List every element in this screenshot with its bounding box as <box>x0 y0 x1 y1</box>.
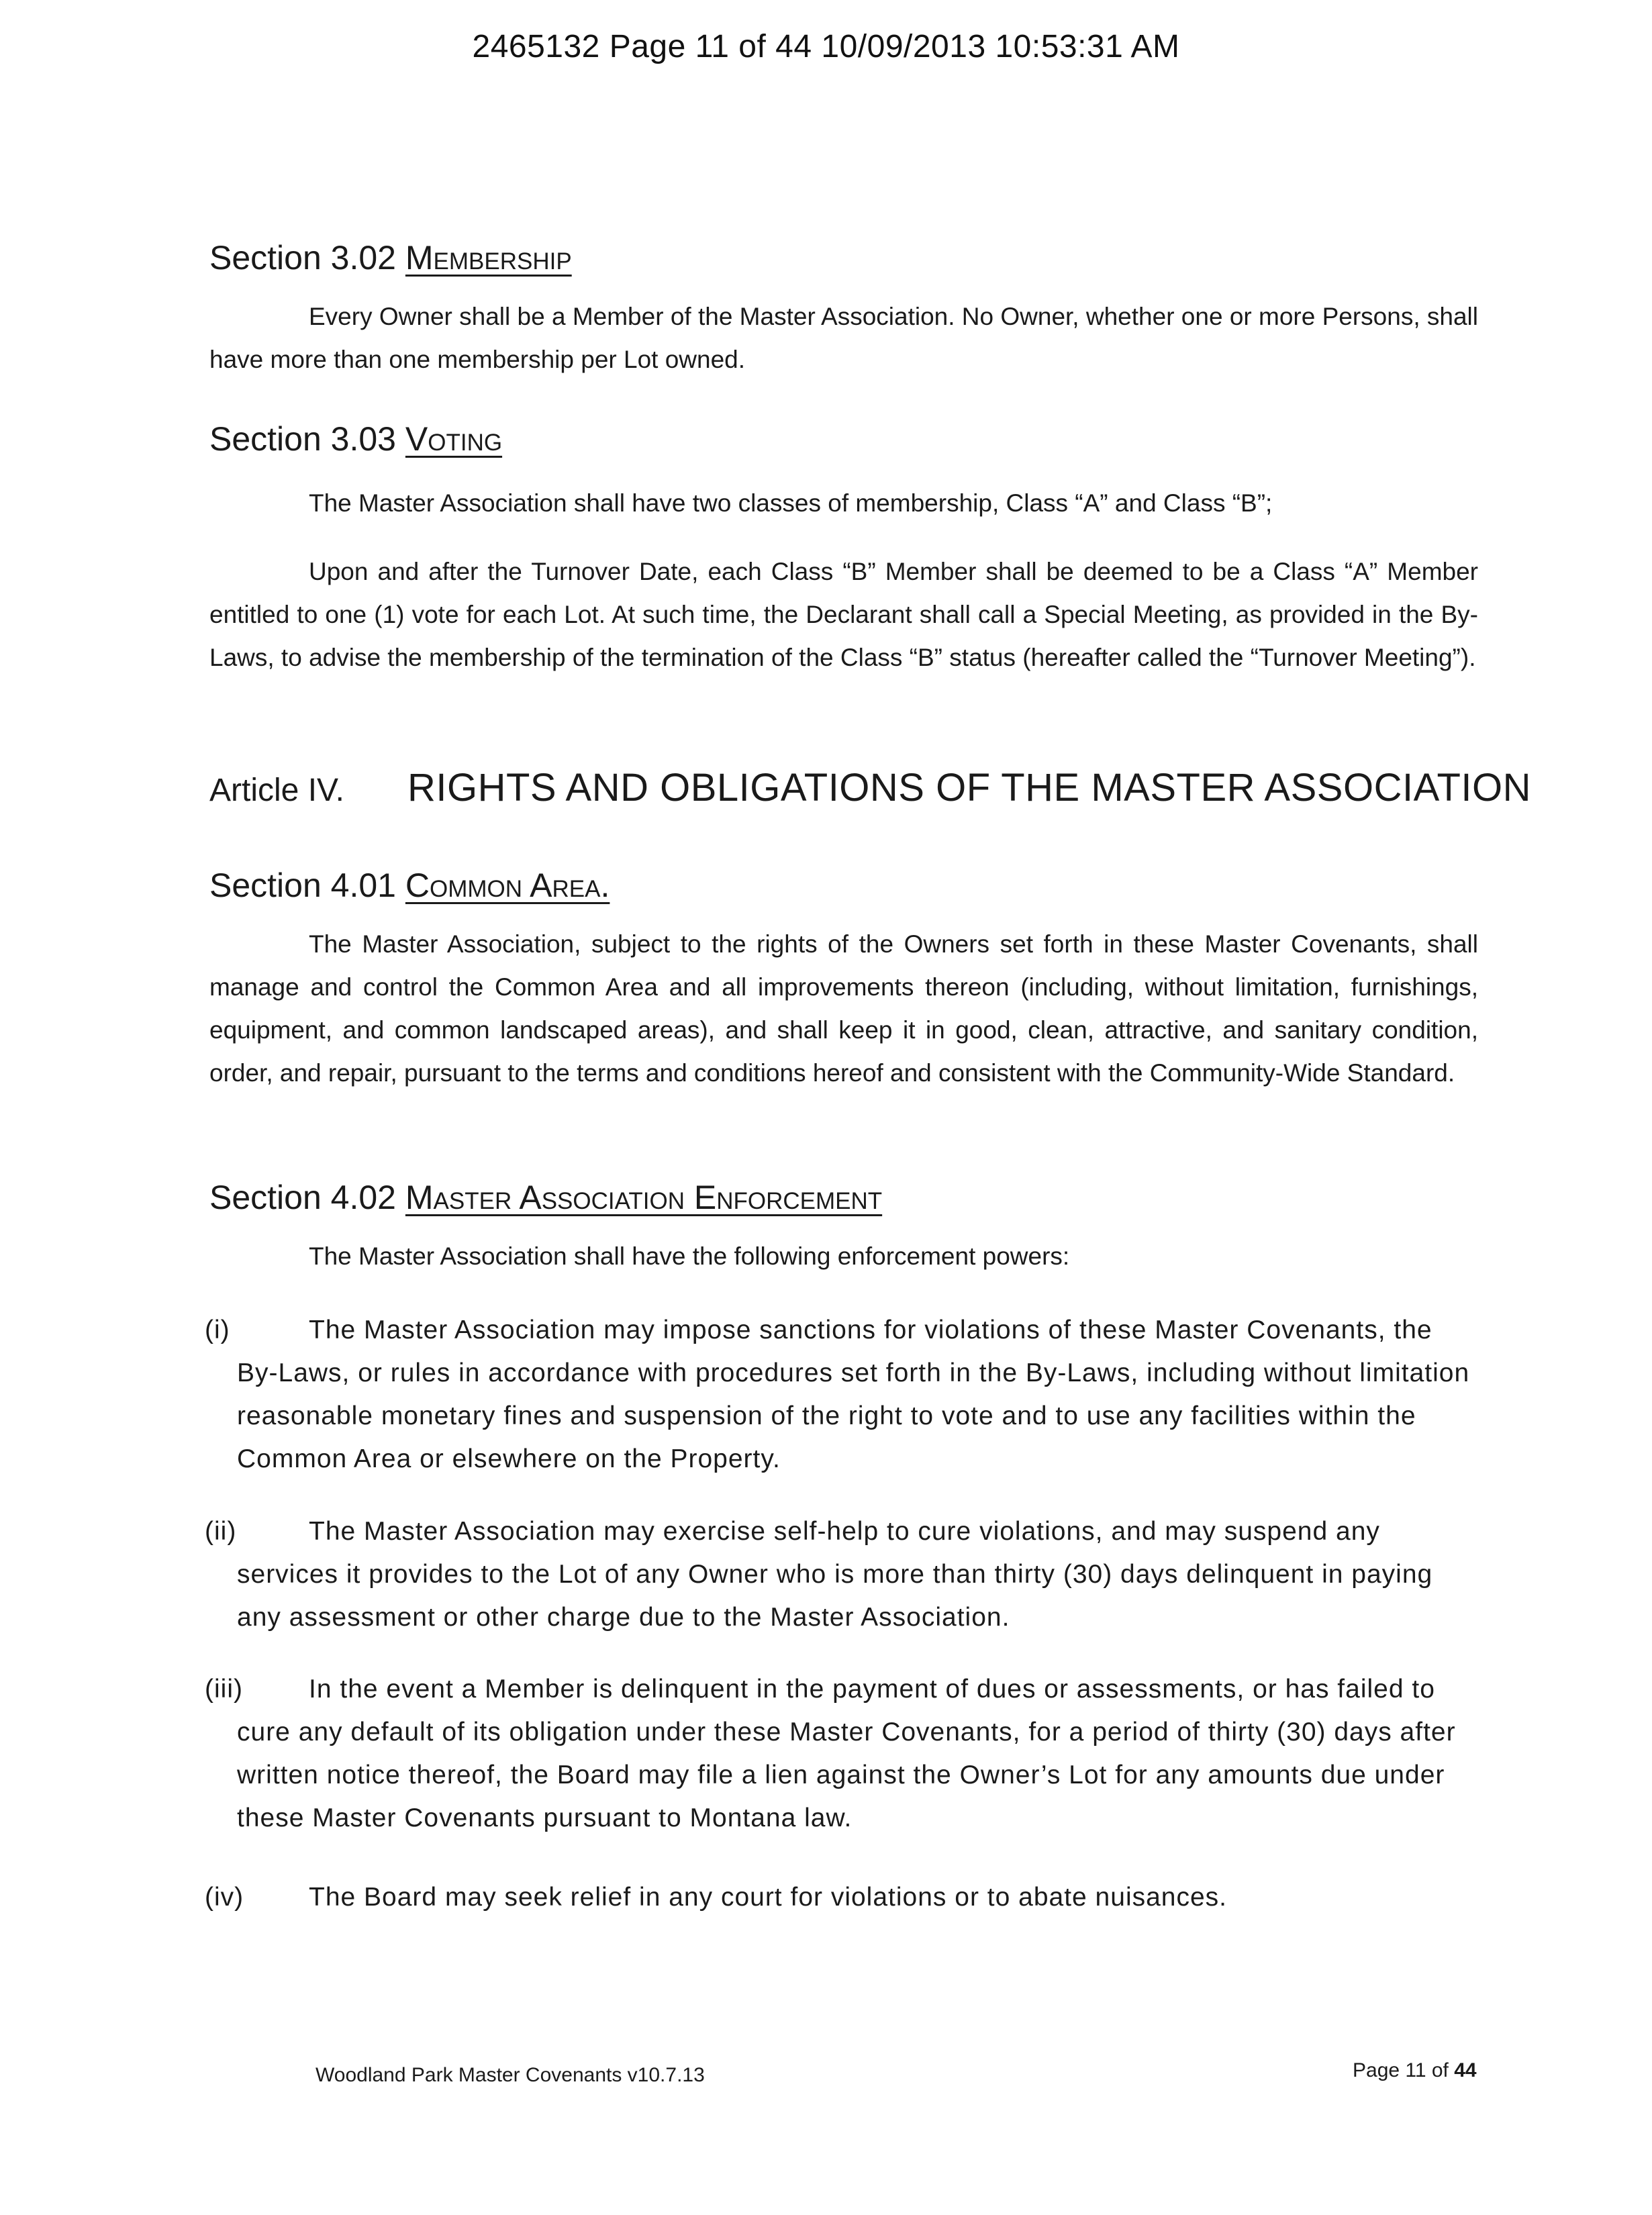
section-4-02-intro <box>209 1235 1478 1278</box>
recording-stamp: 2465132 Page 11 of 44 10/09/2013 10:53:31 AM <box>472 29 1180 64</box>
article-number: Article IV. <box>209 773 344 808</box>
section-4-01-heading <box>209 866 610 905</box>
section-number: Section 3.02 <box>209 239 396 277</box>
item-numeral: (iv) <box>205 1883 244 1912</box>
enforcement-item <box>205 1876 1480 1919</box>
article-title: RIGHTS AND OBLIGATIONS OF THE MASTER ASSOCIATION <box>407 766 1532 809</box>
section-3-02-paragraph <box>209 295 1478 381</box>
page-total: 44 <box>1454 2059 1477 2081</box>
section-title: Voting <box>405 420 503 458</box>
item-text: The Master Association may impose sanctions for violations of these Master Covenants, the By-Laws, or rules in accordance with procedures set forth in the By-Laws, including without limitation reasonable monetary fines and suspension of the right to vote and to use any facilities within the Common Area or elsewhere on the Property. <box>237 1316 1470 1473</box>
enforcement-item <box>205 1510 1480 1639</box>
paragraph-text: Upon and after the Turnover Date, each Class “B” Member shall be deemed to be a Class “A” Member entitled to one (1) vote for each Lot. At such time, the Declarant shall call a Special Meeting, as provided in the By-Laws, to advise the membership of the termination of the Class “B” status (hereafter called the “Turnover Meeting”). <box>209 558 1478 671</box>
footer-document-name: Woodland Park Master Covenants v10.7.13 <box>315 2064 705 2086</box>
section-number: Section 4.02 <box>209 1179 396 1216</box>
footer-page-number <box>1353 2059 1477 2082</box>
section-number: Section 3.03 <box>209 420 396 458</box>
section-4-01-paragraph <box>209 923 1478 1095</box>
paragraph-text: Every Owner shall be a Member of the Master Association. No Owner, whether one or more Persons, shall have more than one membership per Lot owned. <box>209 303 1478 373</box>
section-4-02-heading <box>209 1178 882 1217</box>
item-numeral: (i) <box>205 1316 230 1344</box>
section-3-03-paragraph-1 <box>209 482 1478 525</box>
item-numeral: (iii) <box>205 1675 243 1704</box>
section-3-03-paragraph-2 <box>209 550 1478 679</box>
paragraph-text: The Master Association shall have two classes of membership, Class “A” and Class “B”; <box>309 489 1273 517</box>
page-prefix: Page 11 of <box>1353 2059 1449 2081</box>
item-text: The Master Association may exercise self-help to cure violations, and may suspend any services it provides to the Lot of any Owner who is more than thirty (30) days delinquent in paying any assessment or other charge due to the Master Association. <box>237 1517 1433 1632</box>
section-3-02-heading <box>209 238 572 277</box>
section-title: Common Area. <box>405 867 610 904</box>
item-numeral: (ii) <box>205 1517 237 1546</box>
section-title: Membership <box>405 239 572 277</box>
section-number: Section 4.01 <box>209 867 396 904</box>
article-iv-heading <box>209 765 1531 810</box>
enforcement-item <box>205 1309 1480 1481</box>
paragraph-text: The Master Association, subject to the rights of the Owners set forth in these Master Covenants, shall manage and control the Common Area and all improvements thereon (including, without limitation, furnishings, equipment, and common landscaped areas), and shall keep it in good, clean, attractive, and sanitary condition, order, and repair, pursuant to the terms and conditions hereof and consistent with the Community-Wide Standard. <box>209 930 1478 1087</box>
section-3-03-heading <box>209 420 502 458</box>
item-text: In the event a Member is delinquent in the payment of dues or assessments, or has failed to cure any default of its obligation under these Master Covenants, for a period of thirty (30) days after written notice thereof, the Board may file a lien against the Owner’s Lot for any amounts due under these Master Covenants pursuant to Montana law. <box>237 1675 1456 1832</box>
item-text: The Board may seek relief in any court for violations or to abate nuisances. <box>309 1883 1228 1912</box>
paragraph-text: The Master Association shall have the following enforcement powers: <box>309 1242 1070 1270</box>
section-title: Master Association Enforcement <box>405 1179 883 1216</box>
enforcement-item <box>205 1668 1480 1840</box>
